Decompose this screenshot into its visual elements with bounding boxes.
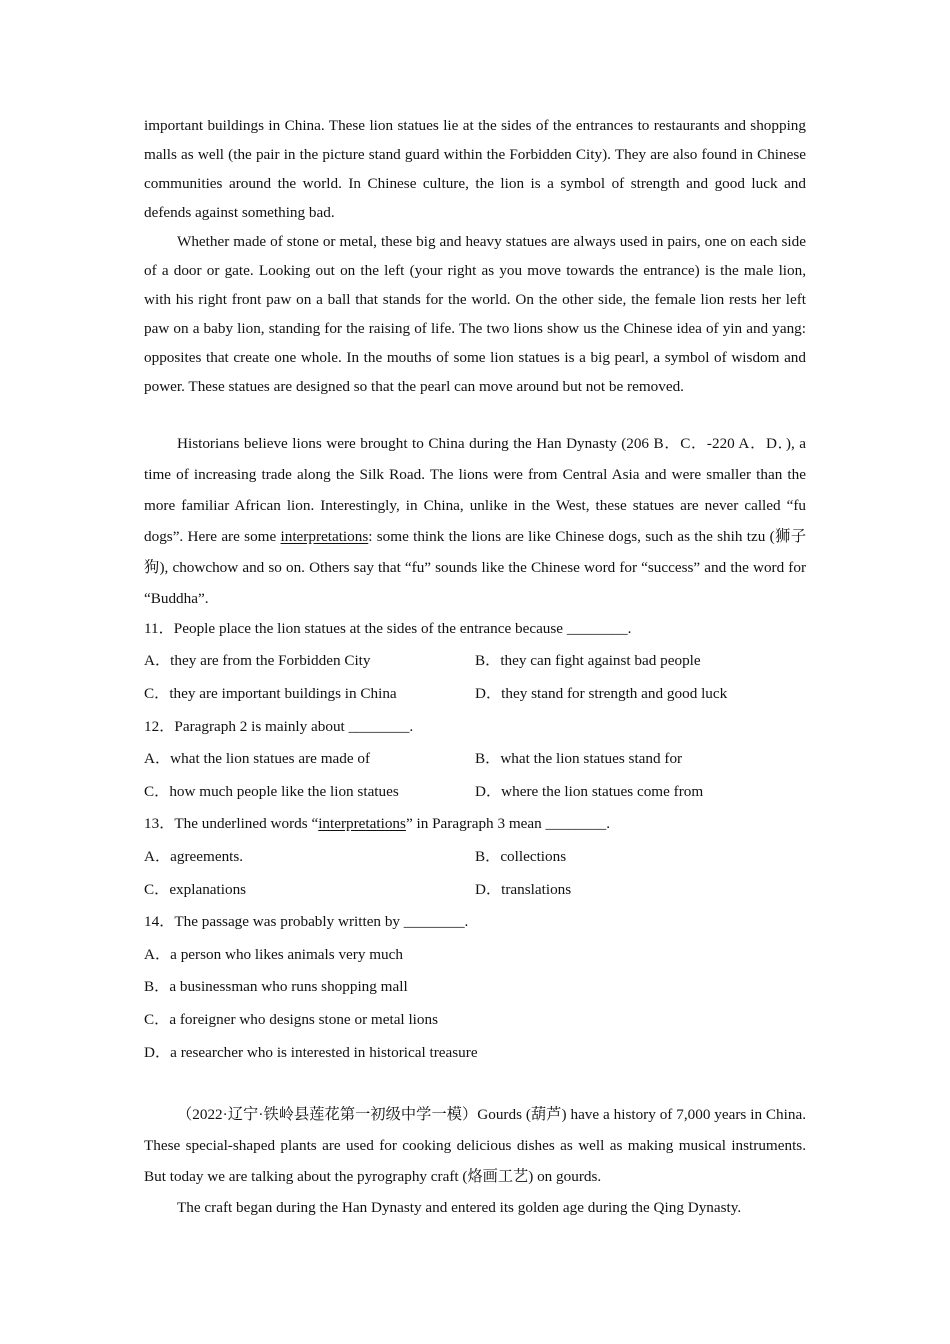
passage1-paragraph2: Whether made of stone or metal, these big and heavy statues are always used in pairs, one on each side of a door or gate. Looking out on the left (your right as you move towards the entrance) is the male lion, with his right front paw on a ball that stands for the world. On the other side, the female lion rests her left paw on a baby lion, standing for the raising of life. The two lions show us the Chinese idea of yin and yang: opposites that create one whole. In the mouths of some lion statues is a big pearl, a symbol of wisdom and power. These statues are designed so that the pearl can move around but not be removed.: [144, 233, 806, 395]
question-11-option-b: B．they can fight against bad people: [475, 652, 701, 669]
question-12-option-d: D．where the lion statues come from: [475, 783, 704, 800]
question-13-option-b: B．collections: [475, 848, 567, 865]
question-12-option-b: B．what the lion statues stand for: [475, 750, 683, 767]
paragraph3-text-after: : some think the lions are like Chinese dogs, such as the shih tzu (狮子狗), chowchow and so on. Others say that “fu” sounds like the Chinese word for “success” and the word for “Buddha”.: [144, 528, 807, 607]
question-12-stem: 12．Paragraph 2 is mainly about ________.: [144, 718, 414, 735]
question-14-option-d: D．a researcher who is interested in historical treasure: [144, 1044, 478, 1061]
question-12-option-c: C．how much people like the lion statues: [144, 783, 399, 800]
question-13-stem-after: ” in Paragraph 3 mean ________.: [405, 815, 611, 832]
question-11-option-d: D．they stand for strength and good luck: [475, 685, 728, 702]
question-13-stem: [144, 814, 806, 834]
question-14-option-c: C．a foreigner who designs stone or metal lions: [144, 1011, 438, 1028]
question-12-option-a: A．what the lion statues are made of: [144, 750, 371, 767]
passage1-paragraph1: important buildings in China. These lion statues lie at the sides of the entrances to restaurants and shopping malls as well (the pair in the picture stand guard within the Forbidden City). They are also found in Chinese communities around the world. In Chinese culture, the lion is a symbol of strength and good luck and defends against something bad.: [144, 117, 806, 221]
question-11-option-a: A．they are from the Forbidden City: [144, 652, 371, 669]
passage1-paragraph3: [144, 428, 806, 614]
question-13-underlined-word: interpretations: [318, 815, 406, 832]
question-14-stem: 14．The passage was probably written by ________.: [144, 913, 469, 930]
question-13-stem-before: 13．The underlined words “: [144, 815, 319, 832]
question-11-stem: 11．People place the lion statues at the sides of the entrance because ________.: [144, 620, 632, 637]
question-14-option-a: A．a person who likes animals very much: [144, 946, 403, 963]
paragraph3-text-before: Historians believe lions were brought to China during the Han Dynasty (206 B．C．-220 A．D．), a time of increasing trade along the Silk Road. The lions were from Central Asia and were smaller than the more familiar African lion. Interestingly, in China, unlike in the West, these statues are never called “fu dogs”. Here are some: [144, 435, 806, 545]
question-14-option-b: B．a businessman who runs shopping mall: [144, 978, 408, 995]
underlined-word: interpretations: [280, 528, 369, 545]
question-11-option-c: C．they are important buildings in China: [144, 685, 397, 702]
question-13-option-c: C．explanations: [144, 881, 247, 898]
question-13-option-d: D．translations: [475, 881, 572, 898]
passage2-paragraph1: （2022·辽宁·铁岭县莲花第一初级中学一模）Gourds (葫芦) have a history of 7,000 years in China. These special-shaped plants are used for cooking delicious dishes as well as making musical instruments. But today we are talking about the pyrography craft (烙画工艺) on gourds.: [144, 1106, 806, 1185]
passage2-paragraph2: The craft began during the Han Dynasty and entered its golden age during the Qing Dynasty.: [177, 1199, 742, 1216]
question-13-option-a: A．agreements.: [144, 848, 244, 865]
